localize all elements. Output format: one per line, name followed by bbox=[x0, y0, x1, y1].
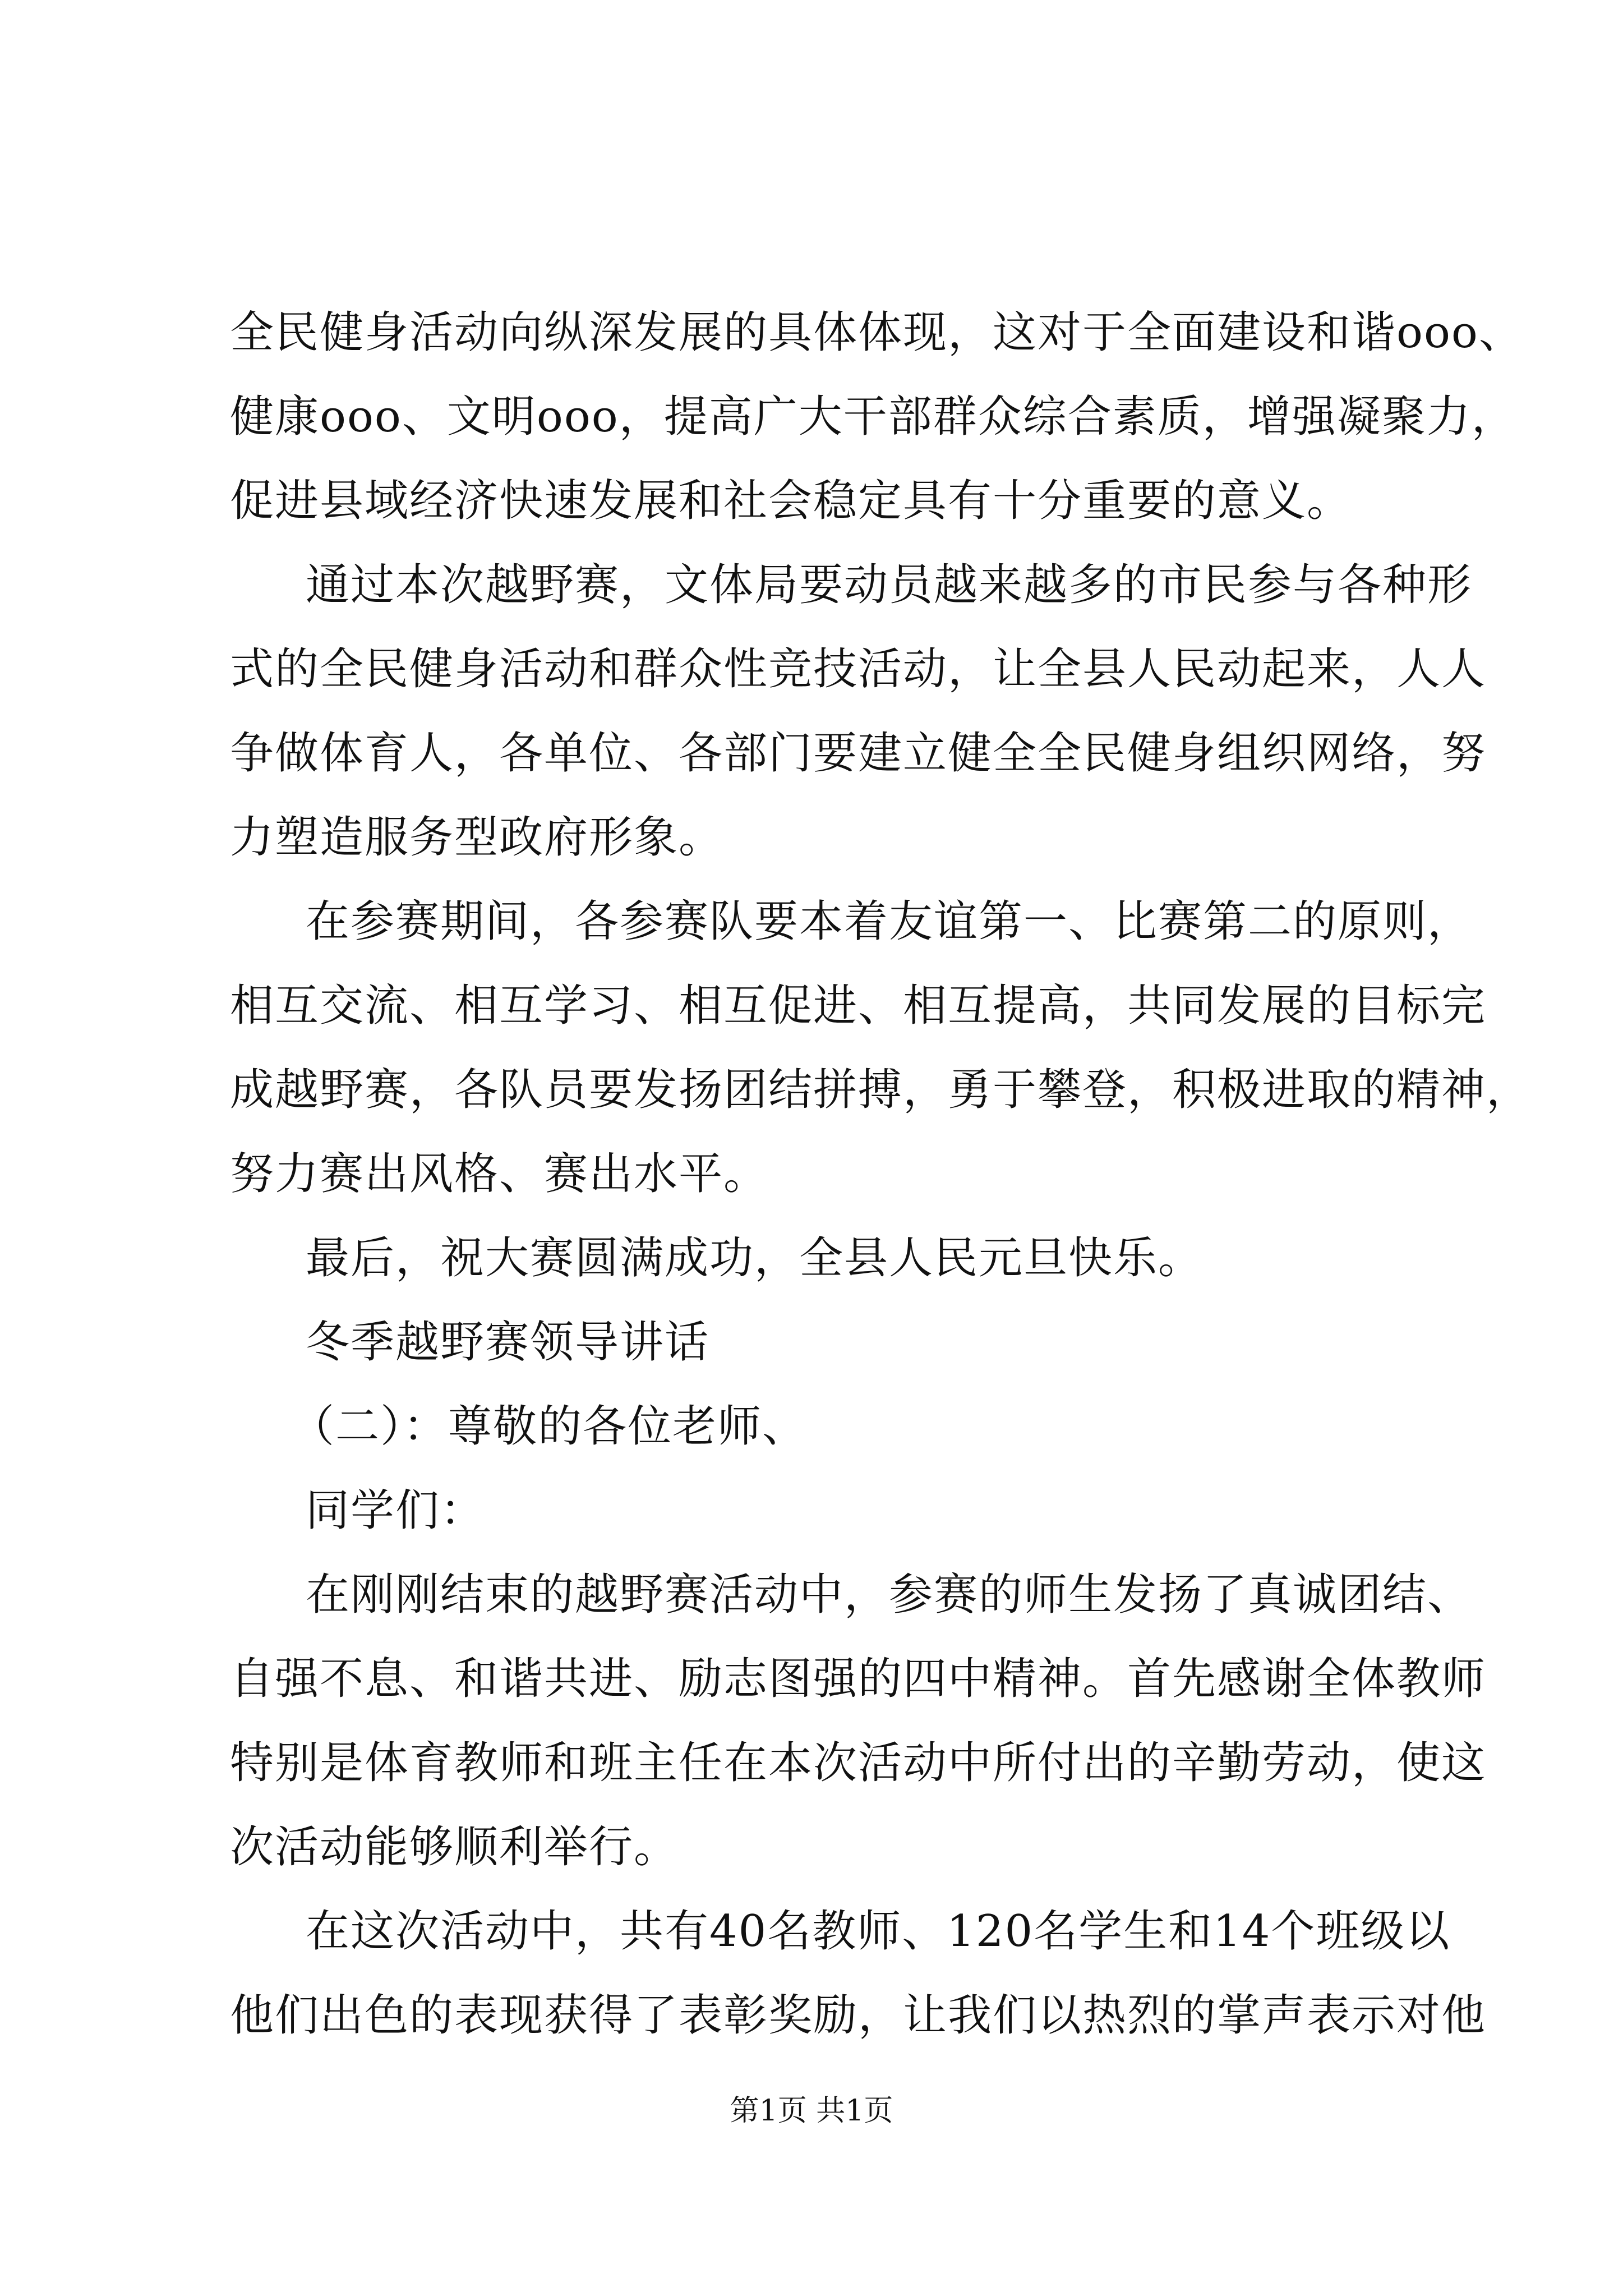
text-line: 相互交流、相互学习、相互促进、相互提高，共同发展的目标完 bbox=[230, 981, 1487, 1031]
text-line: 在这次活动中，共有40名教师、120名学生和14个班级以 bbox=[306, 1906, 1451, 1957]
text-line: 自强不息、和谐共进、励志图强的四中精神。首先感谢全体教师 bbox=[230, 1654, 1487, 1704]
text-line: 冬季越野赛领导讲话 bbox=[306, 1317, 710, 1368]
text-line: 争做体育人，各单位、各部门要建立健全全民健身组织网络，努 bbox=[230, 728, 1487, 779]
text-line: 全民健身活动向纵深发展的具体体现，这对于全面建设和谐ooo、 bbox=[230, 307, 1524, 358]
page-footer: 第1页 共1页 bbox=[730, 2094, 893, 2128]
text-line: 健康ooo、文明ooo，提高广大干部群众综合素质，增强凝聚力， bbox=[230, 392, 1516, 442]
text-line: 在刚刚结束的越野赛活动中，参赛的师生发扬了真诚团结、 bbox=[306, 1570, 1473, 1620]
text-line: 在参赛期间，各参赛队要本着友谊第一、比赛第二的原则， bbox=[306, 896, 1473, 947]
text-line: （二）：尊敬的各位老师、 bbox=[291, 1401, 808, 1452]
text-line: 同学们： bbox=[306, 1485, 486, 1536]
text-line: 次活动能够顺利举行。 bbox=[230, 1822, 679, 1872]
text-line: 力塑造服务型政府形象。 bbox=[230, 812, 724, 863]
text-line: 式的全民健身活动和群众性竞技活动，让全县人民动起来，人人 bbox=[230, 644, 1487, 694]
text-line: 努力赛出风格、赛出水平。 bbox=[230, 1149, 769, 1199]
text-line: 他们出色的表现获得了表彰奖励，让我们以热烈的掌声表示对他 bbox=[230, 1990, 1487, 2041]
text-line: 成越野赛，各队员要发扬团结拼搏，勇于攀登，积极进取的精神， bbox=[230, 1065, 1532, 1115]
text-line: 特别是体育教师和班主任在本次活动中所付出的辛勤劳动，使这 bbox=[230, 1738, 1487, 1788]
text-line: 促进县域经济快速发展和社会稳定具有十分重要的意义。 bbox=[230, 476, 1352, 526]
text-line: 通过本次越野赛，文体局要动员越来越多的市民参与各种形 bbox=[306, 560, 1473, 610]
text-line: 最后，祝大赛圆满成功，全县人民元旦快乐。 bbox=[306, 1233, 1204, 1283]
